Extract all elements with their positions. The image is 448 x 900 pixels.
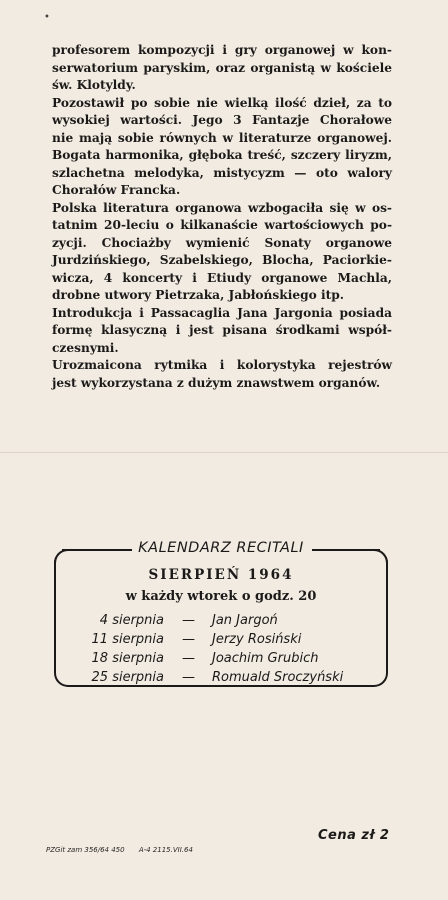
recital-calendar-box bbox=[54, 535, 388, 687]
fold-line bbox=[0, 452, 448, 453]
entry-performer: Joachim Grubich bbox=[212, 651, 319, 666]
entry-dash: — bbox=[182, 632, 195, 647]
entry-dash: — bbox=[182, 651, 195, 666]
article-paragraph bbox=[52, 95, 392, 200]
text-line: Pozostawił po sobie nie wielką ilość dzieł, za to bbox=[52, 95, 392, 110]
entry-date: 18 sierpnia bbox=[91, 651, 164, 666]
text-line: wysokiej wartości. Jego 3 Fantazje Chorałowe bbox=[52, 113, 392, 127]
text-line: tatnim 20-leciu o kilkanaście wartościowych po- bbox=[52, 218, 392, 232]
text-line: Jurdzińskiego, Szabelskiego, Blocha, Paciorkie- bbox=[52, 253, 392, 267]
text-line: formę klasyczną i jest pisana środkami współ- bbox=[52, 323, 392, 337]
entry-date: 4 sierpnia bbox=[99, 613, 164, 628]
text-line: profesorem kompozycji i gry organowej w kon- bbox=[52, 43, 392, 57]
calendar-entries bbox=[54, 613, 388, 689]
article-text bbox=[52, 42, 392, 392]
text-line: św. Klotyldy. bbox=[52, 78, 136, 92]
text-line: drobne utwory Pietrzaka, Jabłońskiego itp. bbox=[52, 288, 345, 302]
entry-date: 25 sierpnia bbox=[91, 670, 164, 685]
calendar-entry bbox=[54, 632, 388, 651]
article-paragraph bbox=[52, 200, 392, 305]
entry-performer: Romuald Sroczyński bbox=[212, 670, 344, 685]
text-line: wicza, 4 koncerty i Etiudy organowe Machla, bbox=[52, 270, 392, 285]
entry-date: 11 sierpnia bbox=[91, 632, 164, 647]
text-line: zycji. Chociażby wymienić Sonaty organowe bbox=[52, 235, 392, 250]
text-line: Introdukcja i Passacaglia Jana Jargonia posiada bbox=[52, 305, 392, 320]
text-line: serwatorium paryskim, oraz organistą w kościele bbox=[52, 60, 392, 75]
price-label: Cena zł 2 bbox=[318, 828, 390, 843]
article-paragraph bbox=[52, 305, 392, 358]
calendar-entry bbox=[54, 651, 388, 670]
printer-imprint bbox=[46, 846, 205, 854]
entry-performer: Jan Jargoń bbox=[212, 613, 278, 628]
calendar-entry bbox=[54, 670, 388, 689]
text-line: czesnymi. bbox=[52, 340, 119, 355]
text-line: nie mają sobie równych w literaturze organowej. bbox=[52, 130, 392, 145]
imprint-order: PZGit zam 356/64 450 bbox=[46, 846, 125, 854]
entry-dash: — bbox=[182, 613, 195, 628]
calendar-title: KALENDARZ RECITALI bbox=[138, 540, 304, 556]
text-line: Chorałów Francka. bbox=[52, 183, 181, 197]
entry-dash: — bbox=[182, 670, 195, 685]
text-line: Urozmaicona rytmika i kolorystyka rejestrów bbox=[52, 358, 392, 372]
article-paragraph bbox=[52, 357, 392, 392]
calendar-subtitle: w każdy wtorek o godz. 20 bbox=[125, 589, 317, 604]
text-line: Polska literatura organowa wzbogaciła się w os- bbox=[52, 200, 392, 215]
text-line: jest wykorzystana z dużym znawstwem organów. bbox=[52, 375, 381, 390]
article-paragraph bbox=[52, 42, 392, 95]
calendar-month: SIERPIEŃ 1964 bbox=[148, 567, 294, 583]
entry-performer: Jerzy Rosiński bbox=[212, 632, 302, 647]
imprint-code: A-4 2115.VII.64 bbox=[138, 846, 193, 854]
calendar-entry bbox=[54, 613, 388, 632]
text-line: Bogata harmonika, głęboka treść, szczery liryzm, bbox=[52, 148, 392, 162]
text-line: szlachetna melodyka, mistycyzm — oto walory bbox=[52, 165, 392, 180]
print-mark: • bbox=[44, 12, 50, 23]
